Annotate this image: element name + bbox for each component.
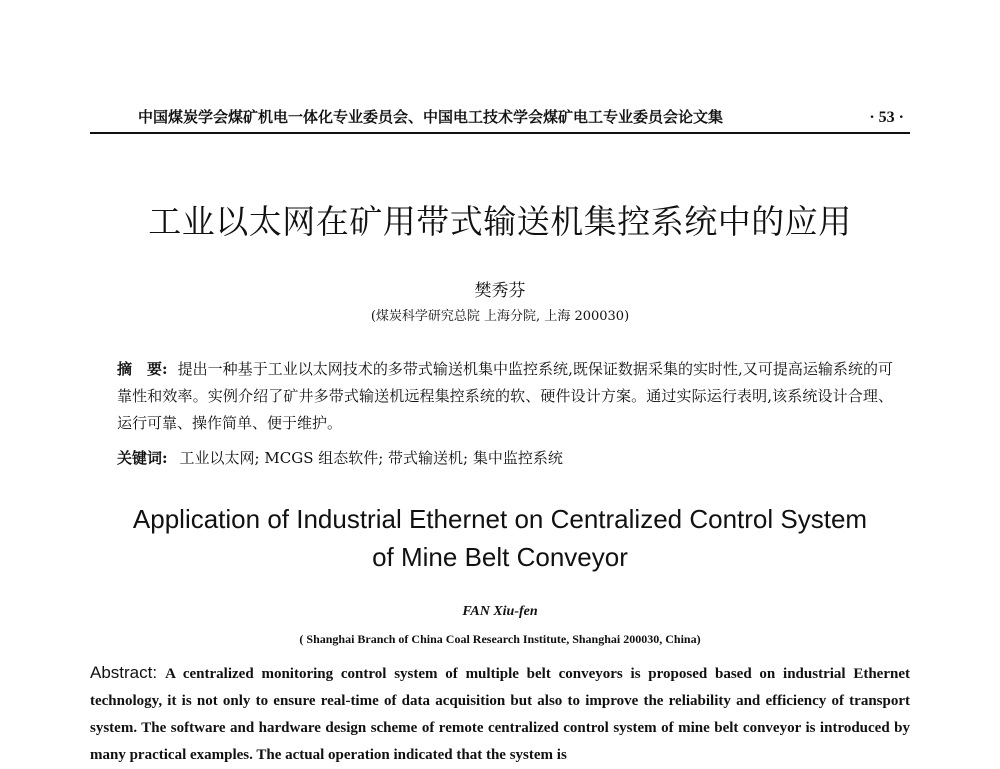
- english-abstract-label: Abstract:: [90, 663, 158, 682]
- chinese-author: 樊秀芬: [474, 281, 526, 301]
- chinese-abstract-text: 提出一种基于工业以太网技术的多带式输送机集中监控系统,既保证数据采集的实时性,又可提高运输系统的可靠性和效率。实例介绍了矿井多带式输送机远程集控系统的软、硬件设计方案。通过实际运行表明,该系统设计合理、运行可靠、操作简单、便于维护。: [117, 360, 893, 432]
- english-affiliation: ( Shanghai Branch of China Coal Research Institute, Shanghai 200030, China): [299, 632, 701, 646]
- chinese-abstract: [117, 356, 893, 437]
- english-title: [0, 500, 1000, 576]
- running-header: [90, 104, 910, 134]
- english-abstract-text: A centralized monitoring control system of multiple belt conveyors is proposed based on industrial Ethernet technology, it is not only to ensure real-time of data acquisition but also to improve the reliability and efficiency of transport system. The software and hardware design scheme of remote centralized control system of mine belt conveyor is introduced by many practical examples. The actual operation indicated that the system is: [90, 666, 910, 763]
- journal-title: 中国煤炭学会煤矿机电一体化专业委员会、中国电工技术学会煤矿电工专业委员会论文集: [138, 108, 724, 126]
- chinese-keywords-text: 工业以太网; MCGS 组态软件; 带式输送机; 集中监控系统: [179, 449, 563, 467]
- chinese-keywords: [117, 445, 893, 472]
- english-author: FAN Xiu-fen: [462, 604, 538, 619]
- english-title-line-2: of Mine Belt Conveyor: [372, 542, 628, 572]
- chinese-title: 工业以太网在矿用带式输送机集控系统中的应用: [148, 202, 852, 241]
- english-title-line-1: Application of Industrial Ethernet on Centralized Control System: [132, 504, 868, 534]
- page-number: · 53 ·: [869, 109, 904, 126]
- chinese-affiliation: (煤炭科学研究总院 上海分院, 上海 200030): [370, 309, 630, 324]
- chinese-keywords-label: 关键词:: [117, 449, 168, 467]
- english-abstract: [90, 659, 910, 769]
- chinese-abstract-label: 摘 要:: [117, 360, 168, 378]
